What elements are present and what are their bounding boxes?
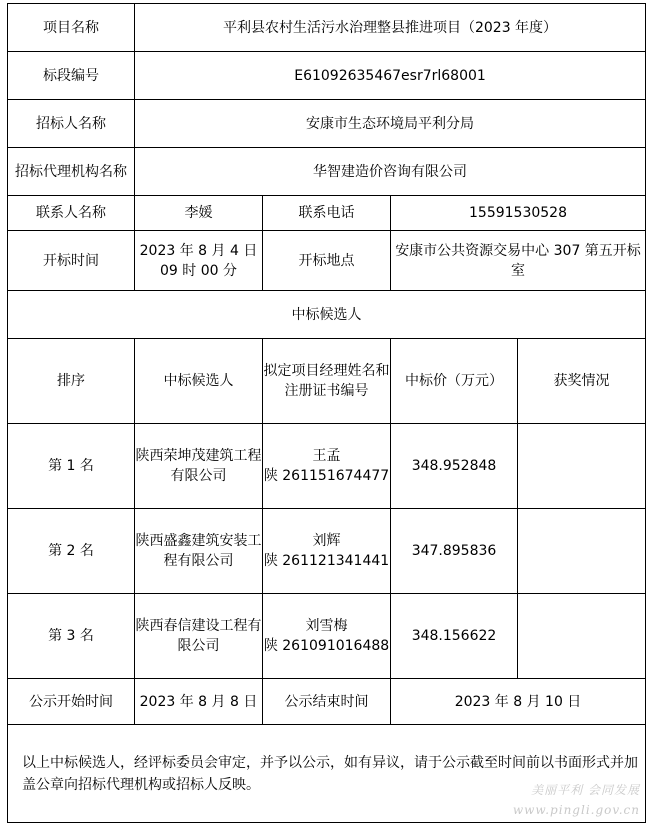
contact-name-label: 联系人名称 [8,196,135,231]
project-name-row [8,4,646,52]
contact-phone-value: 15591530528 [391,196,646,231]
header-price: 中标价（万元） [391,339,518,424]
publicity-start-value: 2023 年 8 月 8 日 [135,679,263,725]
section-number-value: E61092635467esr7rl68001 [135,52,646,100]
project-name-value: 平利县农村生活污水治理整县推进项目（2023 年度） [135,4,646,52]
candidates-header-row [8,339,646,424]
candidate-company: 陕西荣坤茂建筑工程有限公司 [135,424,263,509]
tenderer-label: 招标人名称 [8,100,135,148]
tenderer-row [8,100,646,148]
opening-place-label: 开标地点 [263,231,391,291]
watermark-url: www.pingli.gov.cn [512,803,640,817]
contact-name-value: 李媛 [135,196,263,231]
candidate-price: 348.952848 [391,424,518,509]
candidate-manager [263,509,391,594]
candidate-company: 陕西盛鑫建筑安装工程有限公司 [135,509,263,594]
candidate-row [8,594,646,679]
agency-row [8,148,646,196]
project-name-label: 项目名称 [8,4,135,52]
candidates-title-row [8,291,646,339]
opening-hour: 09 时 00 分 [160,262,237,279]
publicity-end-value: 2023 年 8 月 10 日 [391,679,646,725]
candidate-price: 347.895836 [391,509,518,594]
opening-place-value: 安康市公共资源交易中心 307 第五开标室 [391,231,646,291]
candidates-title: 中标候选人 [8,291,646,339]
opening-time-value [135,231,263,291]
agency-label: 招标代理机构名称 [8,148,135,196]
contact-phone-label: 联系电话 [263,196,391,231]
contact-row [8,196,646,231]
header-awards: 获奖情况 [518,339,646,424]
candidate-rank: 第 1 名 [8,424,135,509]
manager-cert: 陕 261121341441 [263,553,390,569]
publicity-start-label: 公示开始时间 [8,679,135,725]
agency-value: 华智建造价咨询有限公司 [135,148,646,196]
manager-name: 刘辉 [312,533,341,549]
candidate-company: 陕西春信建设工程有限公司 [135,594,263,679]
header-rank: 排序 [8,339,135,424]
candidate-row [8,509,646,594]
manager-cert: 陕 261091016488 [263,638,390,654]
header-manager: 拟定项目经理姓名和注册证书编号 [263,339,391,424]
candidate-row [8,424,646,509]
candidate-manager [263,594,391,679]
candidate-awards [518,509,646,594]
candidate-rank: 第 2 名 [8,509,135,594]
manager-name: 王孟 [312,448,341,464]
publicity-row [8,679,646,725]
candidate-manager [263,424,391,509]
publicity-end-label: 公示结束时间 [263,679,391,725]
manager-cert: 陕 261151674477 [263,468,390,484]
candidate-awards [518,594,646,679]
header-candidate: 中标候选人 [135,339,263,424]
manager-name: 刘雪梅 [305,618,348,634]
opening-time-label: 开标时间 [8,231,135,291]
section-number-row [8,52,646,100]
candidate-awards [518,424,646,509]
site-watermark [470,780,640,820]
section-number-label: 标段编号 [8,52,135,100]
notice-text: 以上中标候选人，经评标委员会审定，并予以公示，如有异议，请于公示截至时间前以书面形式并加盖公章向招标代理机构或招标人反映。 [8,725,646,823]
candidate-price: 348.156622 [391,594,518,679]
bid-candidates-table [7,3,645,823]
opening-date: 2023 年 8 月 4 日 [139,242,258,259]
watermark-slogan: 美丽平利 会同发展 [531,783,640,797]
candidate-rank: 第 3 名 [8,594,135,679]
tenderer-value: 安康市生态环境局平利分局 [135,100,646,148]
opening-row [8,231,646,291]
